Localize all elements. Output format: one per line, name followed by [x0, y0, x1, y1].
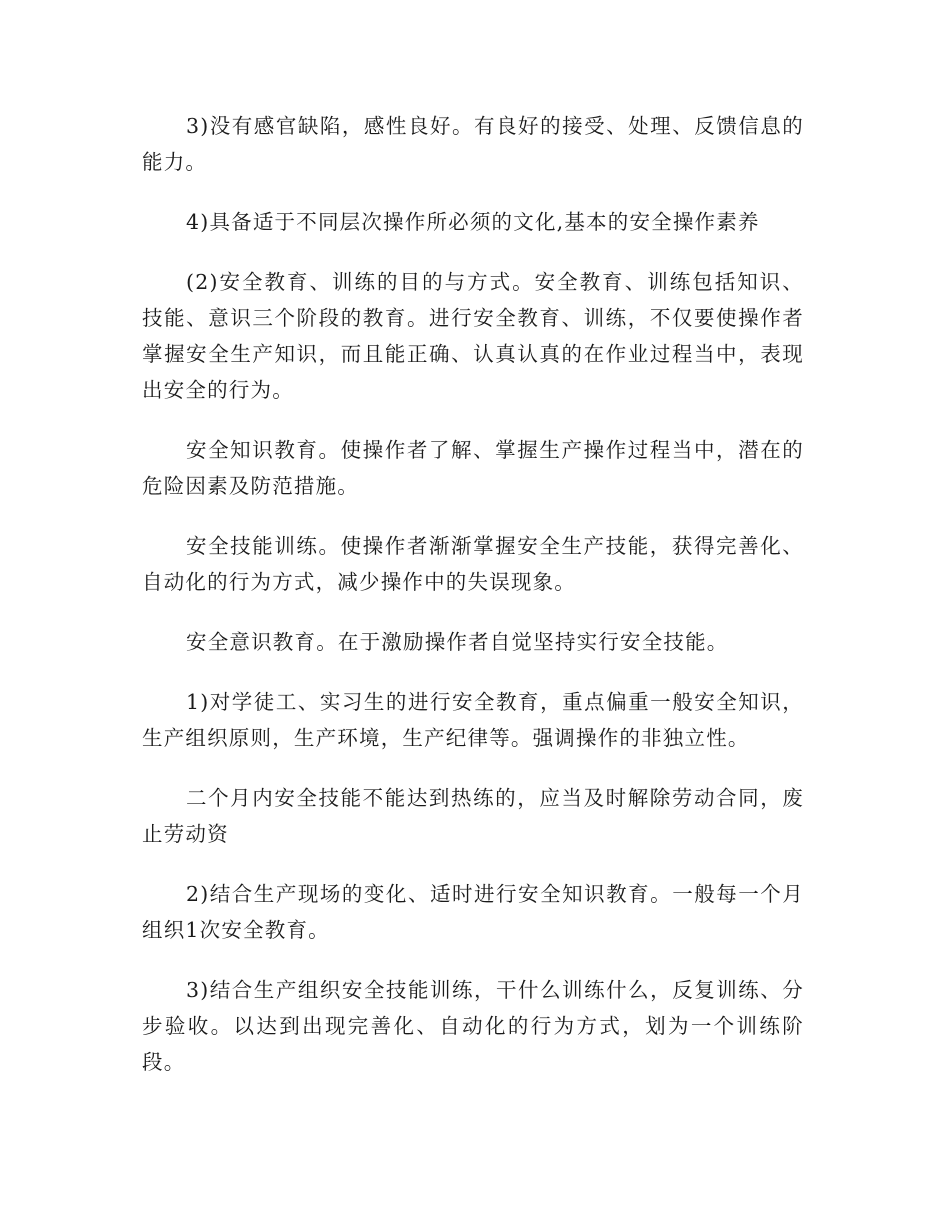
paragraph-apprentice-education: 1)对学徒工、实习生的进行安全教育，重点偏重一般安全知识，生产组织原则，生产环境，生产纪律等。强调操作的非独立性。 [142, 690, 804, 750]
paragraph-knowledge-education: 安全知识教育。使操作者了解、掌握生产操作过程当中，潜在的危险因素及防范措施。 [142, 438, 804, 498]
paragraph-training-purpose: (2)安全教育、训练的目的与方式。安全教育、训练包括知识、技能、意识三个阶段的教育。进行安全教育、训练，不仅要使操作者掌握安全生产知识，而且能正确、认真认真的在作业过程当中，表现出安全的行为。 [142, 270, 804, 402]
paragraph-awareness-education: 安全意识教育。在于激励操作者自觉坚持实行安全技能。 [186, 630, 729, 654]
paragraph-skill-training: 安全技能训练。使操作者渐渐掌握安全生产技能，获得完善化、自动化的行为方式，减少操作中的失误现象。 [142, 534, 804, 594]
document-body [142, 108, 804, 1104]
paragraph-contract-termination: 二个月内安全技能不能达到热练的，应当及时解除劳动合同，废止劳动资 [142, 786, 804, 846]
paragraph-site-changes: 2)结合生产现场的变化、适时进行安全知识教育。一般每一个月组织1次安全教育。 [142, 882, 804, 942]
paragraph-perception: 3)没有感官缺陷，感性良好。有良好的接受、处理、反馈信息的能力。 [142, 114, 804, 174]
paragraph-skill-drills: 3)结合生产组织安全技能训练，干什么训练什么，反复训练、分步验收。以达到出现完善化、自动化的行为方式，划为一个训练阶段。 [142, 978, 804, 1074]
paragraph-culture: 4)具备适于不同层次操作所必须的文化,基本的安全操作素养 [186, 210, 760, 234]
